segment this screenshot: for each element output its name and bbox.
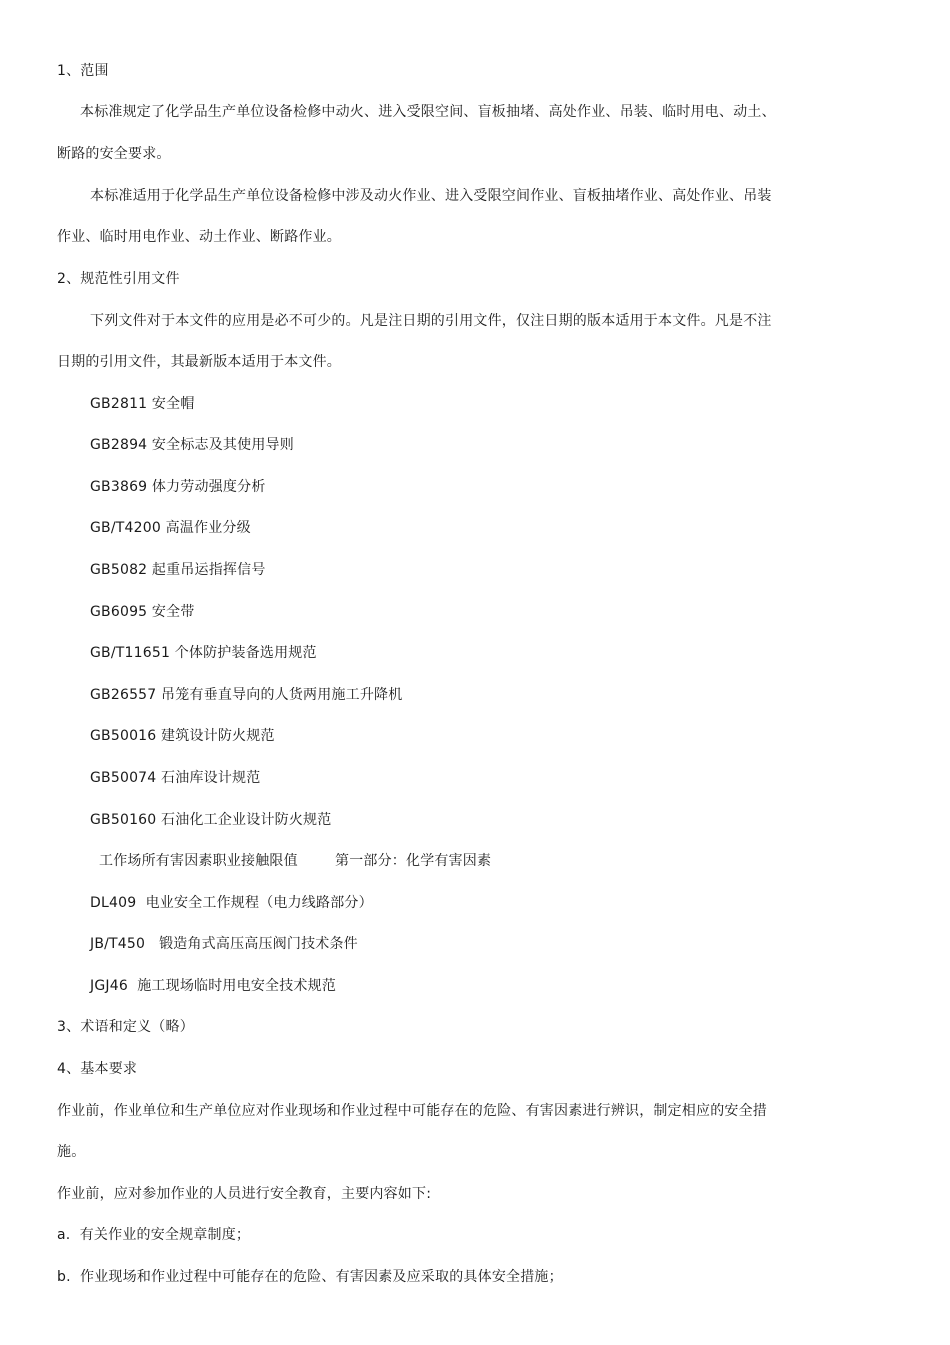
section-3-heading: 3、术语和定义（略） — [57, 1019, 194, 1035]
reference-item: DL409 电业安全工作规程（电力线路部分） — [90, 895, 373, 911]
reference-item: GB2894 安全标志及其使用导则 — [90, 437, 294, 453]
section-2-paragraph-line-2: 日期的引用文件，其最新版本适用于本文件。 — [57, 354, 341, 370]
section-4-list-item-a: a. 有关作业的安全规章制度； — [57, 1227, 251, 1243]
reference-item: GB3869 体力劳动强度分析 — [90, 479, 266, 495]
reference-item: GB50016 建筑设计防火规范 — [90, 728, 275, 744]
reference-item: GB50160 石油化工企业设计防火规范 — [90, 812, 332, 828]
section-4-list-item-b: b. 作业现场和作业过程中可能存在的危险、有害因素及应采取的具体安全措施； — [57, 1269, 563, 1285]
reference-item: GB26557 吊笼有垂直导向的人货两用施工升降机 — [90, 687, 403, 703]
reference-item: GB2811 安全帽 — [90, 396, 195, 412]
reference-item: JGJ46 施工现场临时用电安全技术规范 — [90, 978, 337, 994]
reference-item: GB5082 起重吊运指挥信号 — [90, 562, 266, 578]
section-2-paragraph-line-1: 下列文件对于本文件的应用是必不可少的。凡是注日期的引用文件，仅注日期的版本适用于本文件。凡是不注 — [90, 313, 772, 329]
reference-item: GB/T11651 个体防护装备选用规范 — [90, 645, 317, 661]
section-4-paragraph-1-line-1: 作业前，作业单位和生产单位应对作业现场和作业过程中可能存在的危险、有害因素进行辨识，制定相应的安全措 — [57, 1103, 767, 1119]
reference-item: GB6095 安全带 — [90, 604, 195, 620]
section-4-heading: 4、基本要求 — [57, 1061, 138, 1077]
reference-item: GB50074 石油库设计规范 — [90, 770, 261, 786]
section-1-paragraph-1-line-1: 本标准规定了化学品生产单位设备检修中动火、进入受限空间、盲板抽堵、高处作业、吊装、临时用电、动土、 — [80, 104, 776, 120]
reference-item: JB/T450 锻造角式高压高压阀门技术条件 — [90, 936, 358, 952]
section-1-paragraph-2-line-2: 作业、临时用电作业、动土作业、断路作业。 — [57, 229, 341, 245]
section-4-paragraph-2: 作业前，应对参加作业的人员进行安全教育，主要内容如下: — [57, 1186, 432, 1202]
section-2-heading: 2、规范性引用文件 — [57, 271, 180, 287]
section-1-paragraph-2-line-1: 本标准适用于化学品生产单位设备检修中涉及动火作业、进入受限空间作业、盲板抽堵作业、高处作业、吊装 — [90, 188, 772, 204]
section-1-paragraph-1-line-2: 断路的安全要求。 — [57, 146, 171, 162]
section-1-heading: 1、范围 — [57, 63, 109, 79]
section-4-paragraph-1-line-2: 施。 — [57, 1144, 86, 1160]
reference-item: GB/T4200 高温作业分级 — [90, 520, 251, 536]
reference-item: 工作场所有害因素职业接触限值 第一部分：化学有害因素 — [99, 853, 492, 869]
